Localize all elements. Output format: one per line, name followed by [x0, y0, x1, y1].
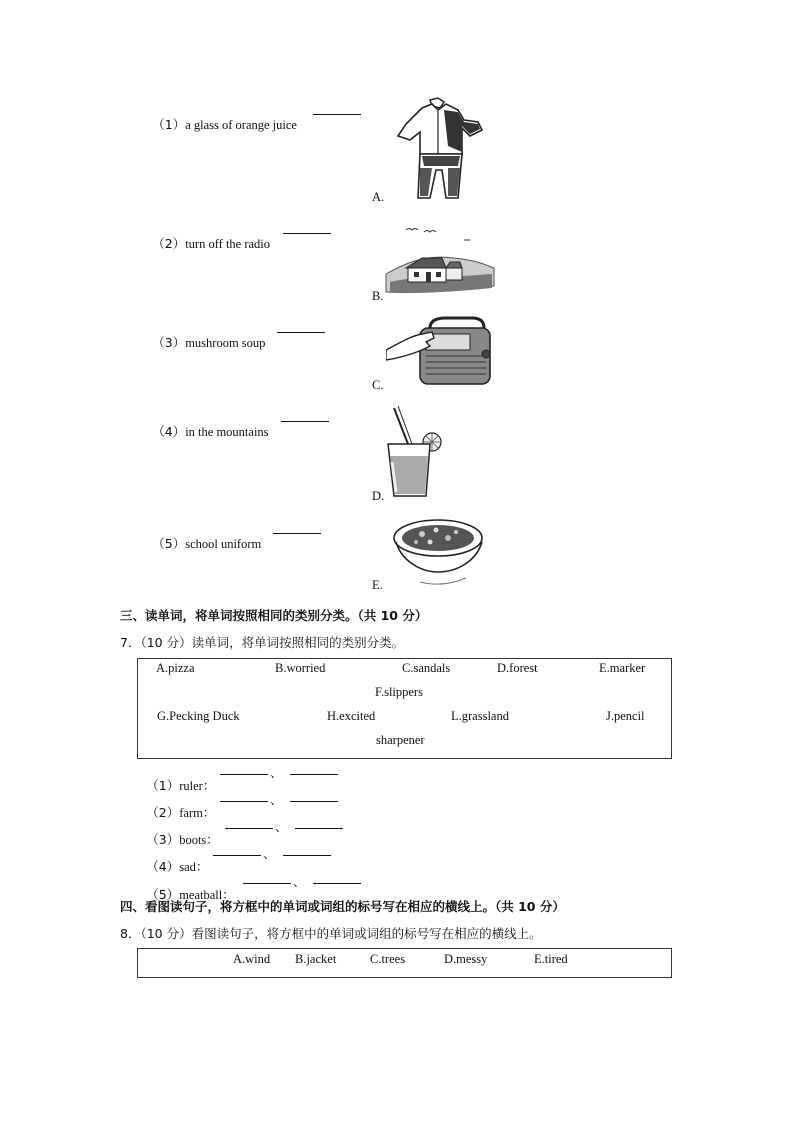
word-jacket: B.jacket: [295, 952, 337, 966]
word-pizza: A.pizza: [156, 661, 195, 675]
house-picture: [384, 224, 496, 296]
option-label-e: E.: [372, 578, 383, 592]
answer-blank-2[interactable]: [283, 221, 331, 234]
question-8-title: 8．（10 分）看图读句子，将方框中的单词或词组的标号写在相应的横线上。: [120, 926, 542, 941]
word-tired: E.tired: [534, 952, 568, 966]
classify-blank-5b[interactable]: [313, 871, 361, 884]
option-label-a: A.: [372, 190, 385, 204]
juice-picture: [386, 404, 446, 500]
classify-row-5: （5）meatball：: [146, 887, 235, 902]
classify-row-2: （2）farm：: [146, 805, 216, 820]
match-item-4: [146, 407, 269, 440]
item-number: （5）: [152, 536, 186, 551]
separator: 、: [270, 792, 283, 807]
radio-picture: [386, 316, 494, 388]
item-text: school uniform: [185, 537, 262, 551]
word-forest: D.forest: [497, 661, 538, 675]
word-pecking-duck: G.Pecking Duck: [157, 709, 240, 723]
answer-blank-5[interactable]: [273, 521, 321, 534]
jacket-picture: [392, 96, 484, 200]
option-label-b: B.: [372, 289, 384, 303]
answer-blank-4[interactable]: [281, 409, 329, 422]
item-text: in the mountains: [185, 425, 269, 439]
match-item-3: [146, 318, 265, 351]
item-text: mushroom soup: [185, 336, 266, 350]
word-excited: H.excited: [327, 709, 376, 723]
word-wind: A.wind: [233, 952, 271, 966]
item-number: （1）: [152, 117, 186, 132]
separator: 、: [275, 819, 288, 834]
classify-blank-4b[interactable]: [283, 843, 331, 856]
classify-row-3: （3）boots：: [146, 832, 219, 847]
match-item-1: [146, 100, 297, 133]
word-messy: D.messy: [444, 952, 488, 966]
word-sandals: C.sandals: [402, 661, 451, 675]
classify-row-1: （1）ruler：: [146, 778, 216, 793]
classify-blank-3a[interactable]: [225, 816, 273, 829]
word-worried: B.worried: [275, 661, 326, 675]
item-number: （4）: [152, 424, 186, 439]
match-item-2: [146, 219, 270, 252]
classify-row-4: （4）sad：: [146, 859, 209, 874]
item-text: turn off the radio: [185, 237, 271, 251]
word-trees: C.trees: [370, 952, 406, 966]
section-4-heading: 四、看图读句子，将方框中的单词或词组的标号写在相应的横线上。（共 10 分）: [120, 899, 565, 914]
option-label-d: D.: [372, 489, 385, 503]
separator: 、: [263, 846, 276, 861]
classify-blank-4a[interactable]: [213, 843, 261, 856]
item-number: （3）: [152, 335, 186, 350]
classify-blank-5a[interactable]: [243, 871, 291, 884]
word-grassland: L.grassland: [451, 709, 509, 723]
separator: 、: [270, 765, 283, 780]
classify-blank-2b[interactable]: [290, 789, 338, 802]
question-7-title: 7．（10 分）读单词，将单词按照相同的类别分类。: [120, 635, 405, 650]
answer-blank-1[interactable]: [313, 102, 361, 115]
soup-picture: [392, 516, 488, 590]
word-slippers: F.slippers: [375, 685, 423, 699]
option-label-c: C.: [372, 378, 384, 392]
word-pencil: J.pencil: [606, 709, 645, 723]
classify-blank-3b[interactable]: [295, 816, 343, 829]
item-text: a glass of orange juice: [185, 118, 297, 132]
classify-blank-1b[interactable]: [290, 762, 338, 775]
item-number: （2）: [152, 236, 186, 251]
match-item-5: [146, 519, 261, 552]
answer-blank-3[interactable]: [277, 320, 325, 333]
classify-blank-1a[interactable]: [220, 762, 268, 775]
section-3-heading: 三、读单词，将单词按照相同的类别分类。（共 10 分）: [120, 608, 428, 623]
word-marker: E.marker: [599, 661, 646, 675]
word-sharpener: sharpener: [376, 733, 425, 747]
separator: 、: [293, 874, 306, 889]
classify-blank-2a[interactable]: [220, 789, 268, 802]
